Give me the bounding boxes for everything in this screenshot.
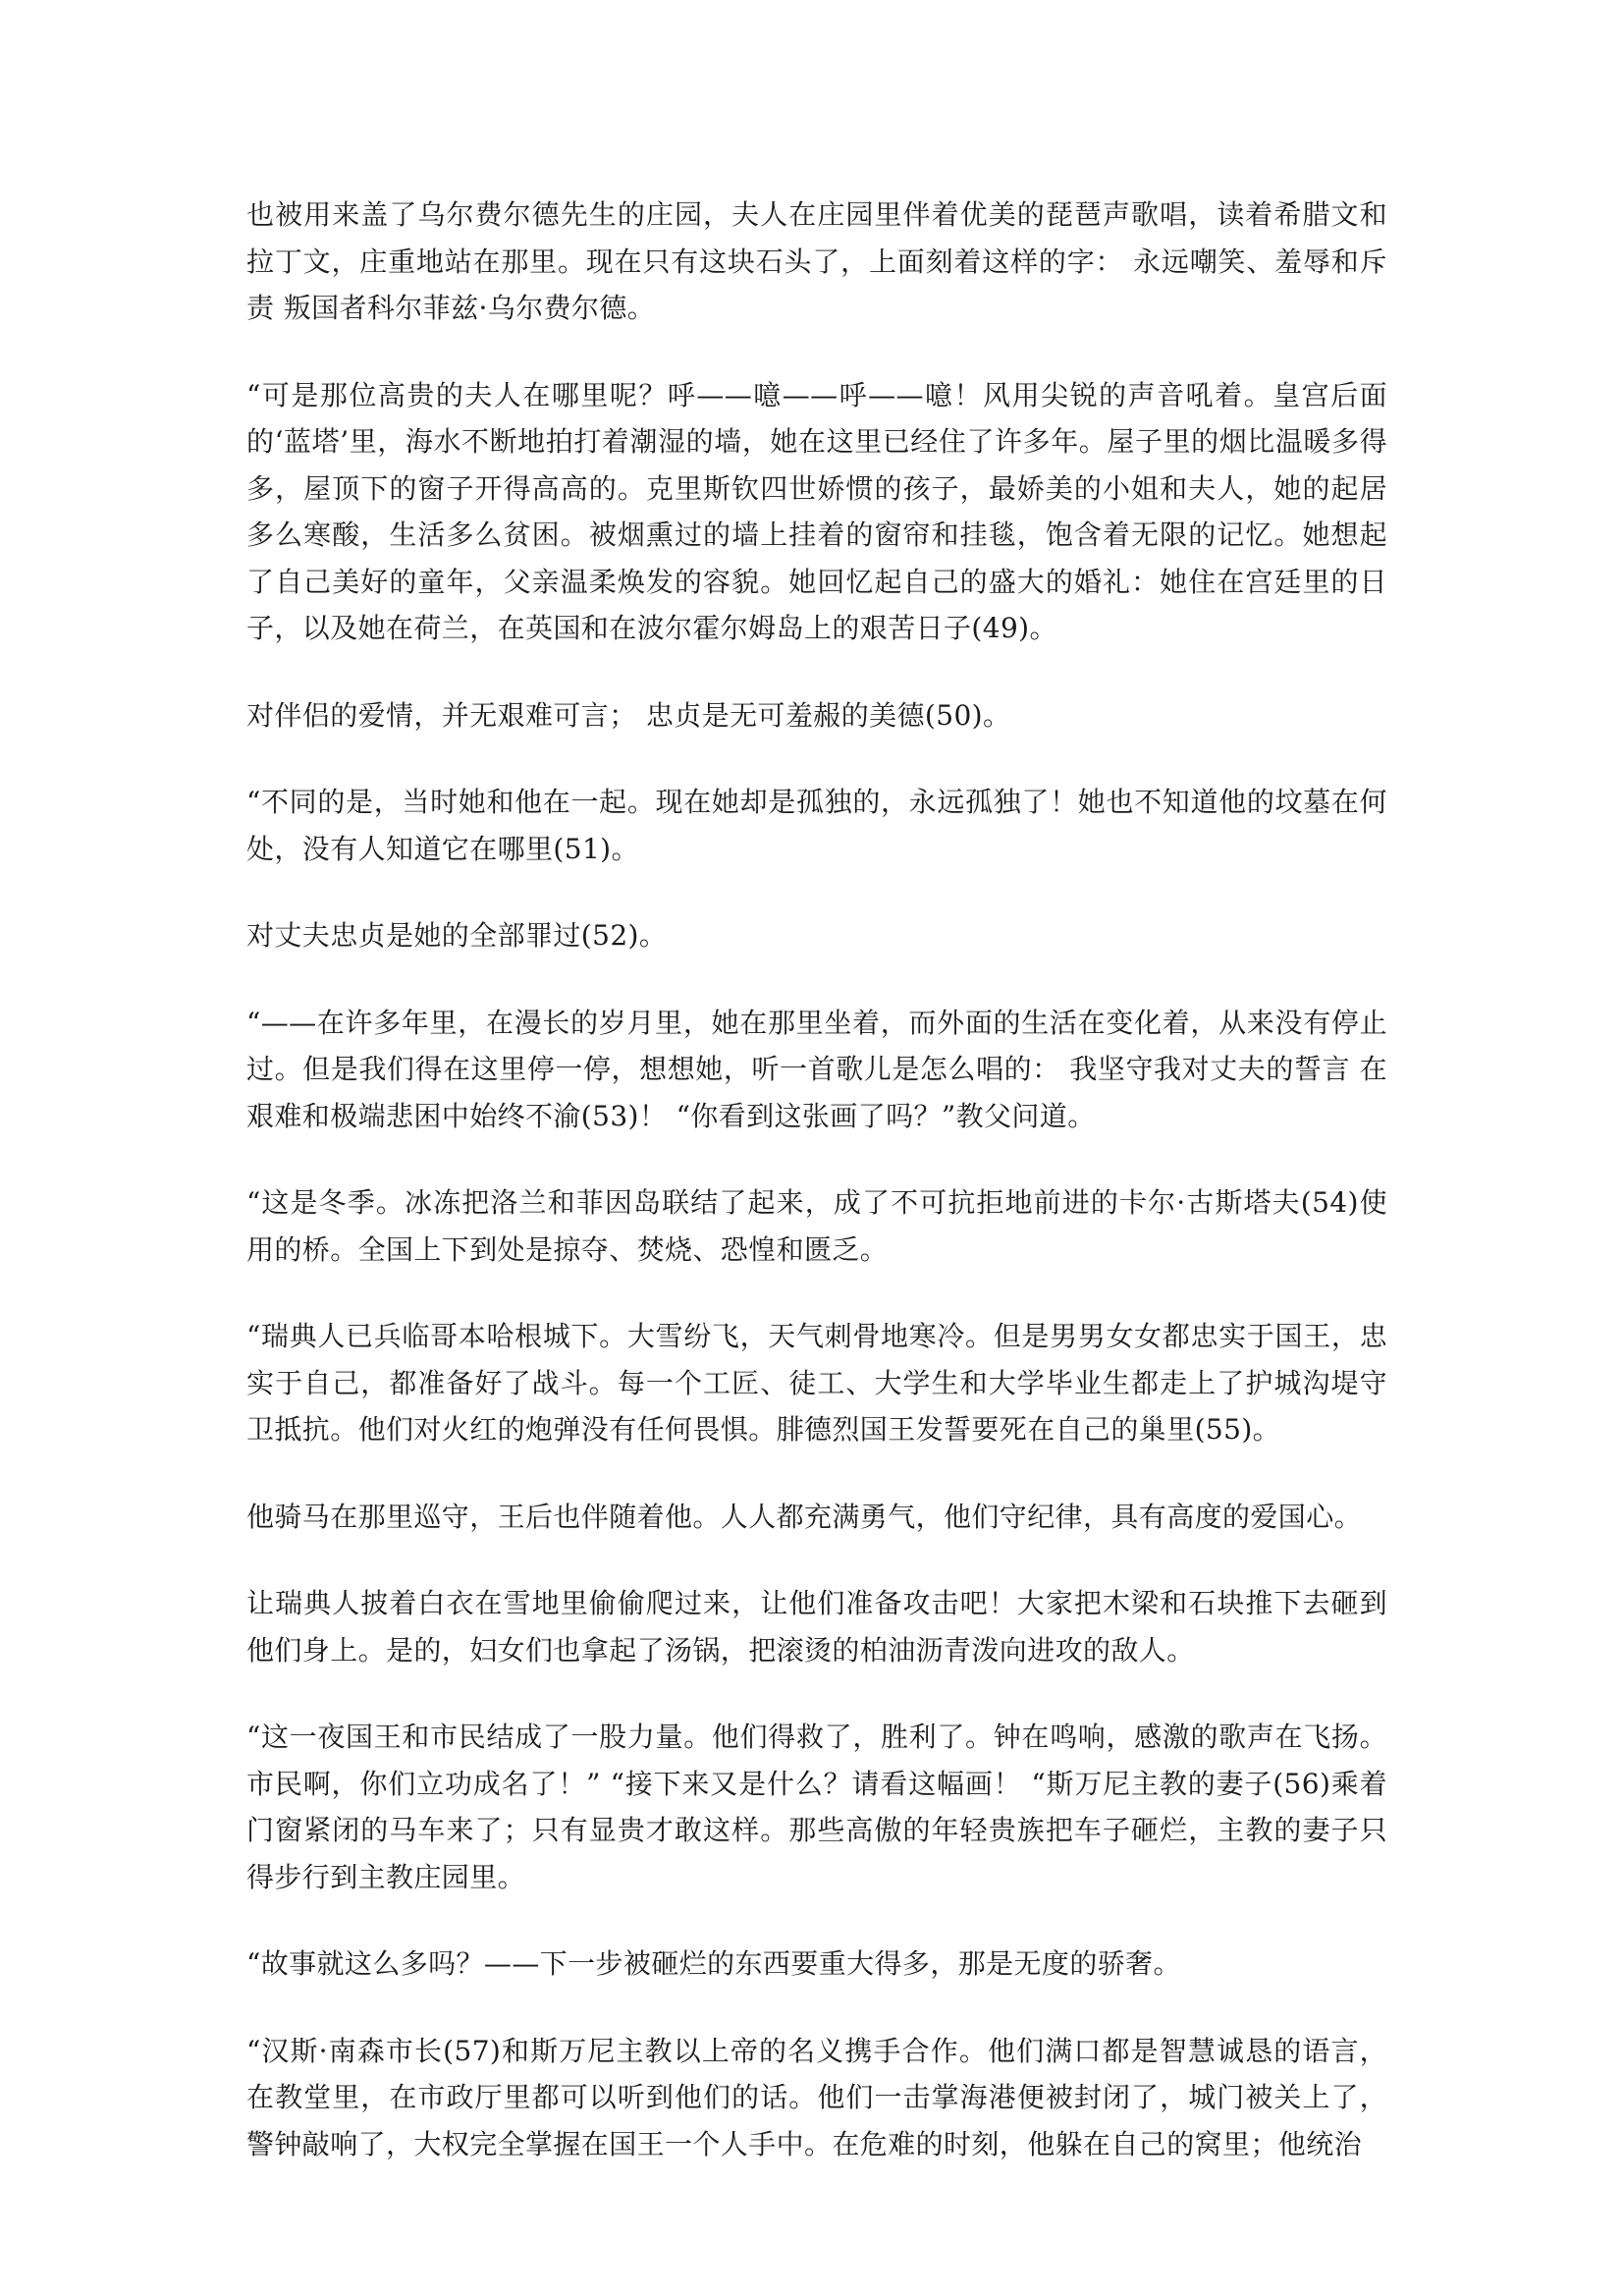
paragraph-2: “可是那位高贵的夫人在哪里呢？呼——噫——呼——噫！风用尖锐的声音吼着。皇宫后面的‘蓝塔’里，海水不断地拍打着潮湿的墙，她在这里已经住了许多年。屋子里的烟比温暖多得多，屋顶下的窗子开得高高的。克里斯钦四世娇惯的孩子，最娇美的小姐和夫人，她的起居多么寒酸，生活多么贫困。被烟熏过的墙上挂着的窗帘和挂毯，饱含着无限的记忆。她想起了自己美好的童年，父亲温柔焕发的容貌。她回忆起自己的盛大的婚礼：她住在宫廷里的日子，以及她在荷兰，在英国和在波尔霍尔姆岛上的艰苦日子(49)。 <box>246 378 1387 644</box>
paragraph-3: 对伴侣的爱情，并无艰难可言； 忠贞是无可羞赧的美德(50)。 <box>246 698 1011 732</box>
paragraph-7: “这是冬季。冰冻把洛兰和菲因岛联结了起来，成了不可抗拒地前进的卡尔·古斯塔夫(54)使用的桥。全国上下到处是掠夺、焚烧、恐惶和匮乏。 <box>246 1186 1387 1266</box>
paragraph-10: 让瑞典人披着白衣在雪地里偷偷爬过来，让他们准备攻击吧！大家把木梁和石块推下去砸到他们身上。是的，妇女们也拿起了汤锅，把滚烫的柏油沥青泼向进攻的敌人。 <box>246 1587 1387 1667</box>
paragraph-1: 也被用来盖了乌尔费尔德先生的庄园，夫人在庄园里伴着优美的琵琶声歌唱，读着希腊文和拉丁文，庄重地站在那里。现在只有这块石头了，上面刻着这样的字： 永远嘲笑、羞辱和斥责 叛国者科尔菲兹·乌尔费尔德。 <box>246 198 1387 324</box>
paragraph-13: “汉斯·南森市长(57)和斯万尼主教以上帝的名义携手合作。他们满口都是智慧诚恳的语言，在教堂里，在市政厅里都可以听到他们的话。他们一击掌海港便被封闭了，城门被关上了，警钟敲响了，大权完全掌握在国王一个人手中。在危难的时刻，他躲在自己的窝里；他统治 <box>246 2034 1387 2160</box>
paragraph-9: 他骑马在那里巡守，王后也伴随着他。人人都充满勇气，他们守纪律，具有高度的爱国心。 <box>246 1500 1363 1533</box>
document-page <box>246 191 1387 2208</box>
paragraph-4: “不同的是，当时她和他在一起。现在她却是孤独的，永远孤独了！她也不知道他的坟墓在何处，没有人知道它在哪里(51)。 <box>246 786 1387 865</box>
paragraph-8: “瑞典人已兵临哥本哈根城下。大雪纷飞，天气刺骨地寒冷。但是男男女女都忠实于国王，忠实于自己，都准备好了战斗。每一个工匠、徒工、大学生和大学毕业生都走上了护城沟堤守卫抵抗。他们对火红的炮弹没有任何畏惧。腓德烈国王发誓要死在自己的巢里(55)。 <box>246 1320 1387 1446</box>
paragraph-11: “这一夜国王和市民结成了一股力量。他们得救了，胜利了。钟在鸣响，感激的歌声在飞扬。市民啊，你们立功成名了！” “接下来又是什么？请看这幅画！ “斯万尼主教的妻子(56)乘着门窗紧闭的马车来了；只有显贵才敢这样。那些高傲的年轻贵族把车子砸烂，主教的妻子只得步行到主教庄园里。 <box>246 1721 1387 1893</box>
paragraph-6: “——在许多年里，在漫长的岁月里，她在那里坐着，而外面的生活在变化着，从来没有停止过。但是我们得在这里停一停，想想她，听一首歌儿是怎么唱的： 我坚守我对丈夫的誓言 在艰难和极端悲困中始终不渝(53)！ “你看到这张画了吗？”教父问道。 <box>246 1006 1387 1132</box>
paragraph-12: “故事就这么多吗？——下一步被砸烂的东西要重大得多，那是无度的骄奢。 <box>246 1947 1181 1980</box>
paragraph-5: 对丈夫忠贞是她的全部罪过(52)。 <box>246 919 668 952</box>
